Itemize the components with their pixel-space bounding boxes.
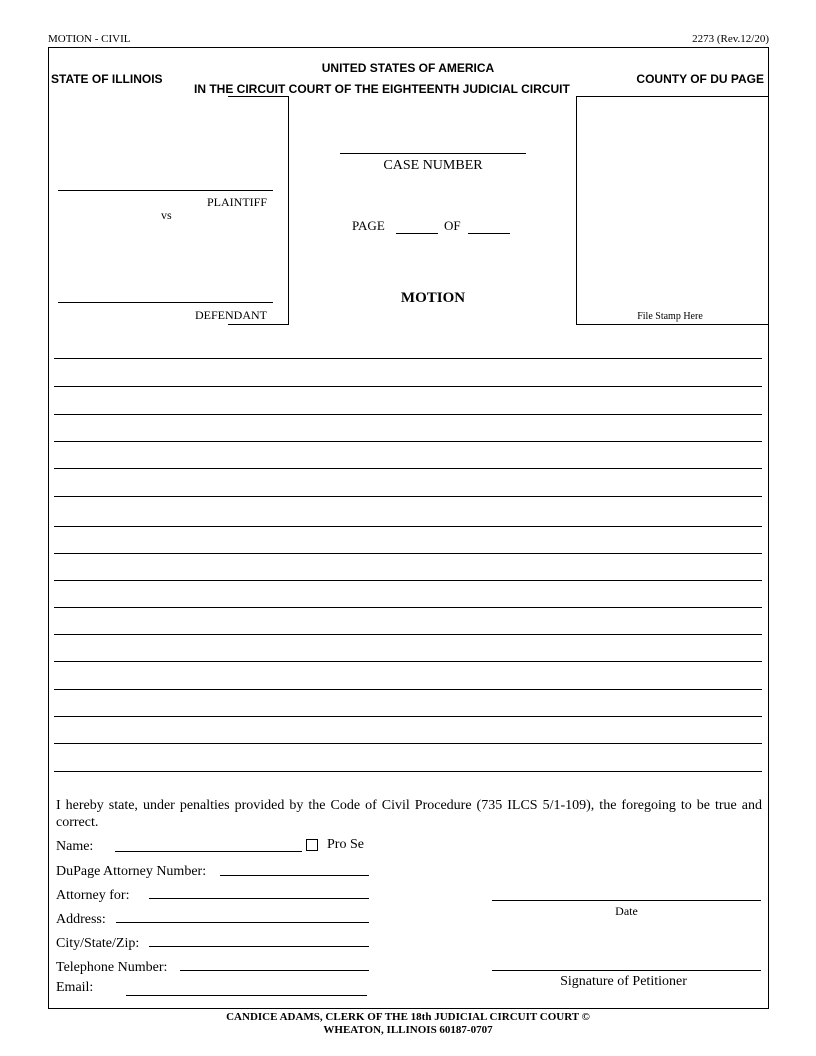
telephone-label: Telephone Number: xyxy=(56,960,168,975)
motion-text-line[interactable] xyxy=(54,496,762,497)
country-label: UNITED STATES OF AMERICA xyxy=(321,61,495,75)
top-rule xyxy=(48,47,769,48)
motion-text-line[interactable] xyxy=(54,634,762,635)
motion-text-line[interactable] xyxy=(54,771,762,772)
case-number-field[interactable] xyxy=(340,153,526,154)
address-field[interactable] xyxy=(116,922,369,923)
attorney-for-field[interactable] xyxy=(149,898,369,899)
telephone-field[interactable] xyxy=(180,970,369,971)
court-label: IN THE CIRCUIT COURT OF THE EIGHTEENTH JUDICIAL CIRCUIT xyxy=(194,82,570,96)
plaintiff-label: PLAINTIFF xyxy=(207,195,268,209)
motion-text-line[interactable] xyxy=(54,553,762,554)
date-field[interactable] xyxy=(492,900,761,901)
motion-text-line[interactable] xyxy=(54,689,762,690)
attorney-number-field[interactable] xyxy=(220,875,369,876)
pro-se-checkbox[interactable] xyxy=(306,839,318,851)
page-number-field[interactable] xyxy=(396,233,438,234)
defendant-label: DEFENDANT xyxy=(195,308,267,322)
attorney-for-label: Attorney for: xyxy=(56,888,130,903)
case-number-label: CASE NUMBER xyxy=(383,158,483,173)
caption-box-top xyxy=(228,96,288,97)
caption-box-right xyxy=(288,96,289,325)
motion-text-line[interactable] xyxy=(54,580,762,581)
signature-field[interactable] xyxy=(492,970,761,971)
motion-text-line[interactable] xyxy=(54,743,762,744)
page-label: PAGE xyxy=(352,218,385,233)
city-label: City/State/Zip: xyxy=(56,936,140,951)
of-label: OF xyxy=(444,218,461,233)
footer-clerk: CANDICE ADAMS, CLERK OF THE 18th JUDICIAL CIRCUIT COURT © xyxy=(226,1011,590,1023)
file-stamp-box xyxy=(576,96,769,325)
signature-label: Signature of Petitioner xyxy=(560,974,687,989)
date-label: Date xyxy=(615,904,638,918)
state-label: STATE OF ILLINOIS xyxy=(51,72,163,86)
footer-address: WHEATON, ILLINOIS 60187-0707 xyxy=(323,1024,493,1036)
frame-left xyxy=(48,47,49,1009)
caption-box-bottom xyxy=(228,324,288,325)
pro-se-label: Pro Se xyxy=(327,837,364,852)
motion-text-line[interactable] xyxy=(54,358,762,359)
address-label: Address: xyxy=(56,912,106,927)
county-label: COUNTY OF DU PAGE xyxy=(636,72,764,86)
document-title: MOTION xyxy=(400,290,466,306)
vs-label: vs xyxy=(161,208,172,222)
defendant-field[interactable] xyxy=(58,302,273,303)
email-field[interactable] xyxy=(126,995,367,996)
motion-text-line[interactable] xyxy=(54,716,762,717)
motion-text-line[interactable] xyxy=(54,386,762,387)
form-number: 2273 (Rev.12/20) xyxy=(692,33,769,45)
frame-bottom xyxy=(48,1008,769,1009)
page-total-field[interactable] xyxy=(468,233,510,234)
email-label: Email: xyxy=(56,980,94,995)
motion-text-line[interactable] xyxy=(54,414,762,415)
name-field[interactable] xyxy=(115,851,302,852)
motion-text-line[interactable] xyxy=(54,468,762,469)
plaintiff-field[interactable] xyxy=(58,190,273,191)
motion-text-line[interactable] xyxy=(54,661,762,662)
name-label: Name: xyxy=(56,839,94,854)
attorney-number-label: DuPage Attorney Number: xyxy=(56,864,207,879)
city-field[interactable] xyxy=(149,946,369,947)
motion-text-line[interactable] xyxy=(54,526,762,527)
certification-statement: I hereby state, under penalties provided by the Code of Civil Procedure (735 ILCS 5/1-109), the foregoing to be true and correct. xyxy=(56,798,762,830)
motion-text-line[interactable] xyxy=(54,441,762,442)
file-stamp-label: File Stamp Here xyxy=(637,311,703,322)
motion-text-line[interactable] xyxy=(54,607,762,608)
form-title: MOTION - CIVIL xyxy=(48,33,131,45)
